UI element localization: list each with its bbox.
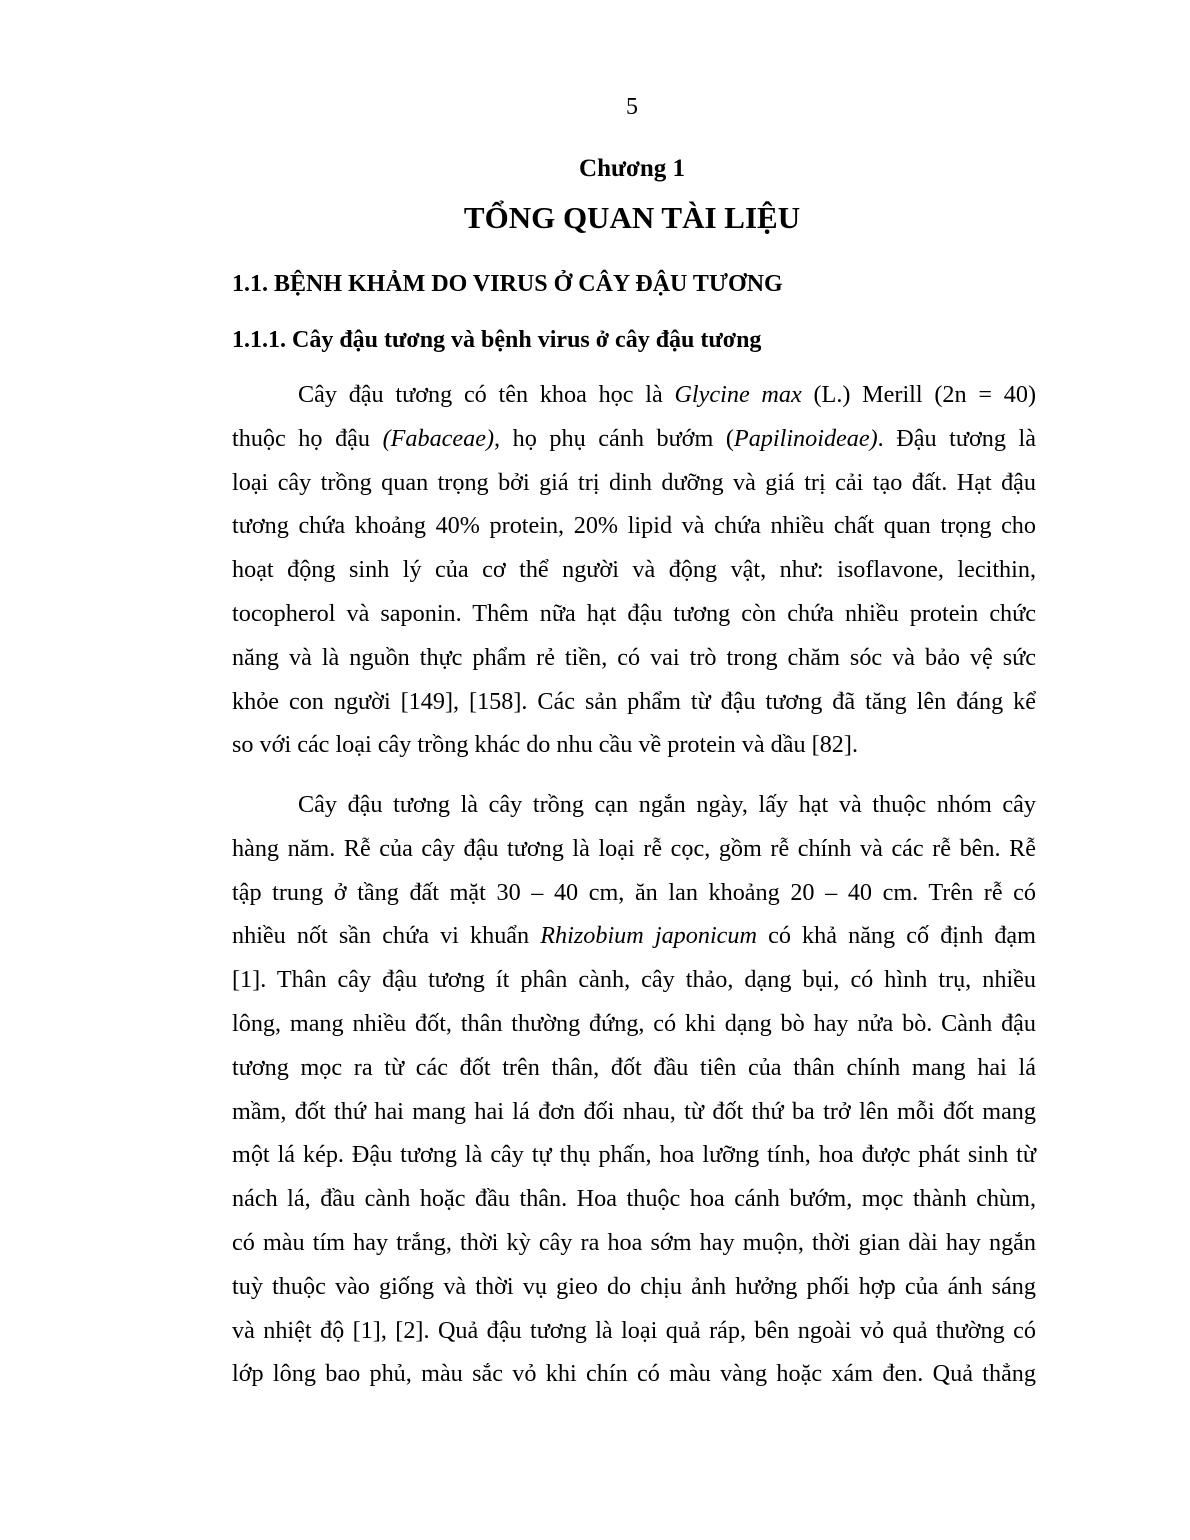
subfamily-name: Papilinoideae) <box>733 424 878 452</box>
scientific-name: Glycine max <box>674 381 802 408</box>
paragraph-line: tương mọc ra từ các đốt trên thân, đốt đầu tiên của thân chính mang hai lá <box>232 1053 1036 1081</box>
paragraph-line: tuỳ thuộc vào giống và thời vụ gieo do chịu ảnh hưởng phối hợp của ánh sáng <box>232 1272 1036 1300</box>
page-number: 5 <box>626 94 638 120</box>
paragraph-line: lớp lông bao phủ, màu sắc vỏ khi chín có màu vàng hoặc xám đen. Quả thẳng <box>232 1360 1036 1388</box>
paragraph-line: thuộc họ đậu (Fabaceae), họ phụ cánh bướm (Papilinoideae). Đậu tương là <box>232 424 1036 452</box>
paragraph-line: một lá kép. Đậu tương là cây tự thụ phấn, hoa lưỡng tính, hoa được phát sinh từ <box>232 1141 1036 1169</box>
paragraph-2 <box>232 783 1036 1396</box>
section-heading: 1.1. BỆNH KHẢM DO VIRUS Ở CÂY ĐẬU TƯƠNG <box>232 271 783 297</box>
paragraph-line: hàng năm. Rễ của cây đậu tương là loại rễ cọc, gồm rễ chính và các rễ bên. Rễ <box>232 834 1036 862</box>
paragraph-line: hoạt động sinh lý của cơ thể người và động vật, như: isoflavone, lecithin, <box>232 556 1036 584</box>
paragraph-line: so với các loại cây trồng khác do nhu cầu về protein và dầu [82]. <box>232 731 858 759</box>
paragraph-line: khỏe con người [149], [158]. Các sản phẩm từ đậu tương đã tăng lên đáng kể <box>232 687 1036 715</box>
paragraph-line: Cây đậu tương có tên khoa học là Glycine max (L.) Merill (2n = 40) <box>298 381 1036 408</box>
paragraph-line: mầm, đốt thứ hai mang hai lá đơn đối nhau, từ đốt thứ ba trở lên mỗi đốt mang <box>232 1097 1036 1125</box>
paragraph-line: tương chứa khoảng 40% protein, 20% lipid và chứa nhiều chất quan trọng cho <box>232 512 1036 540</box>
chapter-label: Chương 1 <box>579 155 685 182</box>
paragraph-line: Cây đậu tương là cây trồng cạn ngắn ngày, lấy hạt và thuộc nhóm cây <box>298 791 1036 818</box>
paragraph-1 <box>232 373 1036 767</box>
bacteria-name: Rhizobium japonicum <box>540 922 757 950</box>
paragraph-line: nách lá, đầu cành hoặc đầu thân. Hoa thuộc hoa cánh bướm, mọc thành chùm, <box>232 1185 1036 1213</box>
paragraph-line: tocopherol và saponin. Thêm nữa hạt đậu tương còn chứa nhiều protein chức <box>232 599 1036 627</box>
chapter-title: TỔNG QUAN TÀI LIỆU <box>463 200 801 235</box>
paragraph-line: và nhiệt độ [1], [2]. Quả đậu tương là loại quả ráp, bên ngoài vỏ quả thường có <box>232 1316 1036 1344</box>
paragraph-line: năng và là nguồn thực phẩm rẻ tiền, có vai trò trong chăm sóc và bảo vệ sức <box>232 643 1036 671</box>
paragraph-line: loại cây trồng quan trọng bởi giá trị dinh dưỡng và giá trị cải tạo đất. Hạt đậu <box>232 468 1036 496</box>
paragraph-line: [1]. Thân cây đậu tương ít phân cành, cây thảo, dạng bụi, có hình trụ, nhiều <box>232 966 1036 994</box>
paragraph-line: nhiều nốt sần chứa vi khuẩn Rhizobium japonicum có khả năng cố định đạm <box>232 922 1036 950</box>
paragraph-line: lông, mang nhiều đốt, thân thường đứng, có khi dạng bò hay nửa bò. Cành đậu <box>232 1009 1036 1037</box>
paragraph-line: có màu tím hay trắng, thời kỳ cây ra hoa sớm hay muộn, thời gian dài hay ngắn <box>232 1228 1036 1256</box>
family-name: (Fabaceae), <box>382 424 501 452</box>
paragraph-line: tập trung ở tầng đất mặt 30 – 40 cm, ăn lan khoảng 20 – 40 cm. Trên rễ có <box>232 878 1036 906</box>
subsection-heading: 1.1.1. Cây đậu tương và bệnh virus ở cây đậu tương <box>232 327 762 353</box>
